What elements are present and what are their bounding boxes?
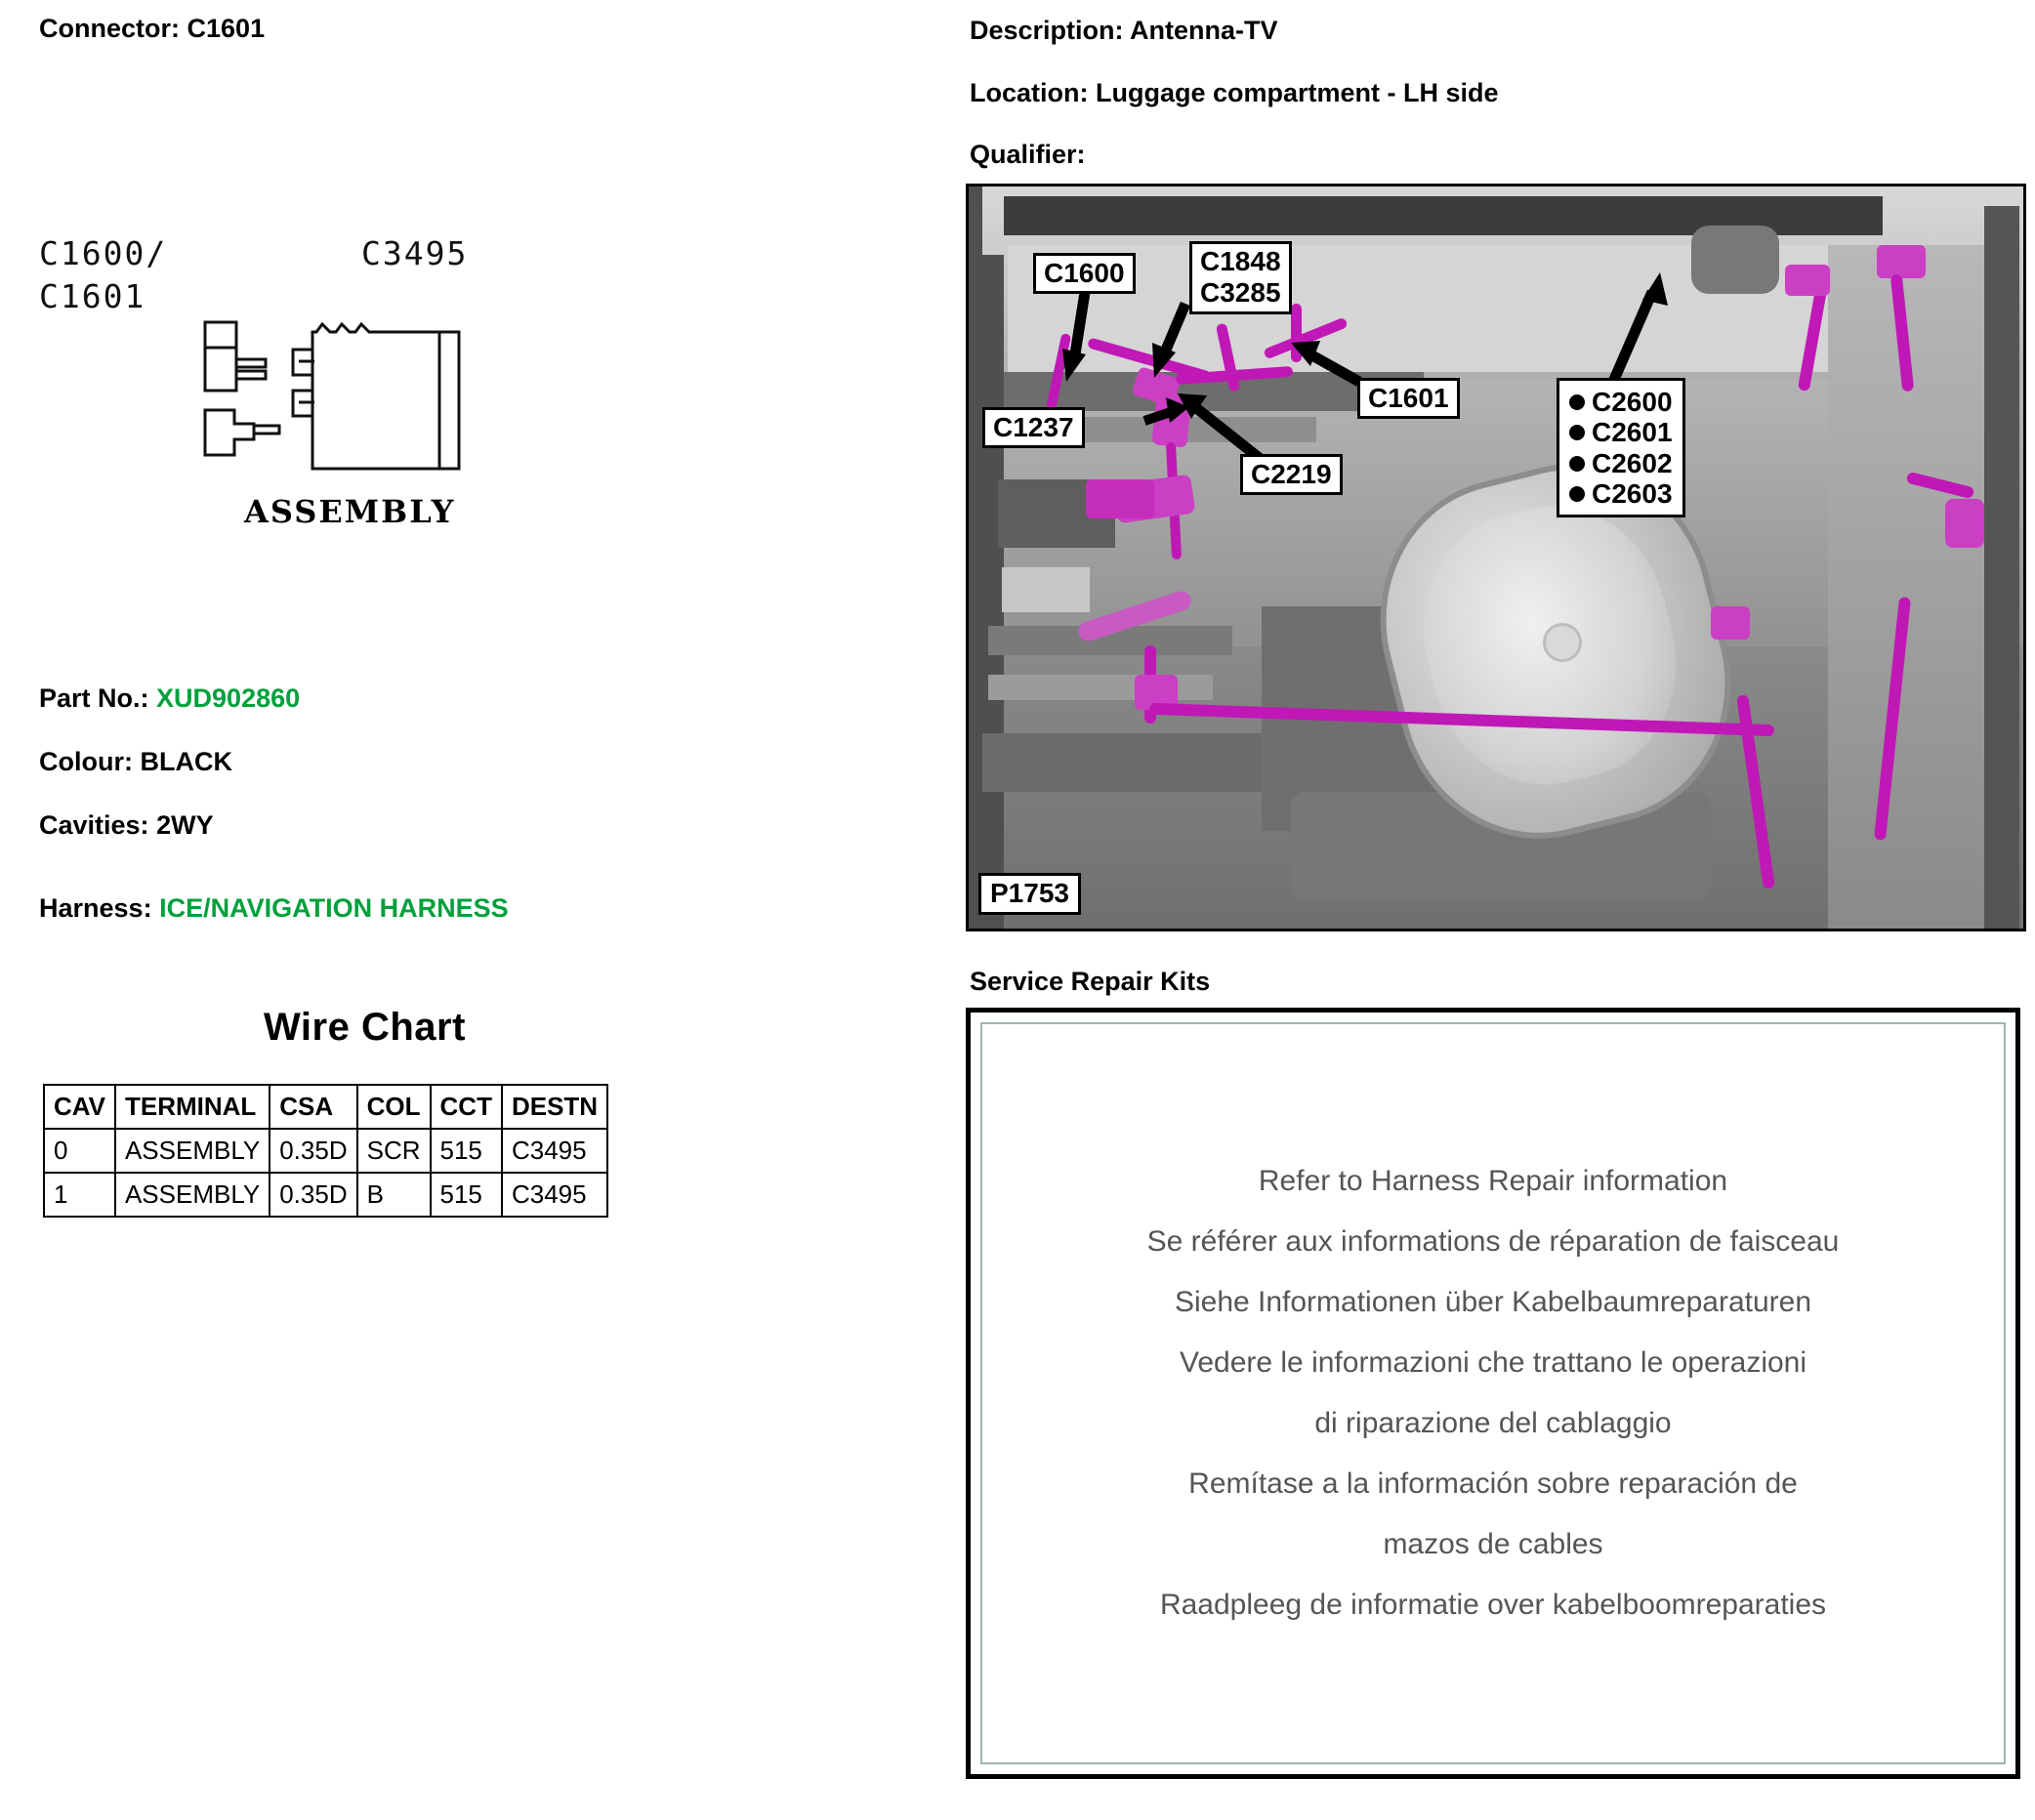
callout-c2601-label: C2601	[1592, 417, 1673, 448]
harness-label: Harness:	[39, 893, 152, 923]
column-header-destn: DESTN	[502, 1085, 607, 1129]
callout-c2603-label: C2603	[1592, 478, 1673, 510]
bullet-dot-icon	[1569, 425, 1585, 440]
harness-value: ICE/NAVIGATION HARNESS	[159, 893, 509, 923]
bullet-dot-icon	[1569, 394, 1585, 410]
callout-c1848-c3285	[1189, 241, 1292, 314]
service-repair-kits-inner	[980, 1022, 2006, 1764]
cavities-value: 2WY	[156, 810, 214, 840]
srk-line-es-2: mazos de cables	[1383, 1528, 1603, 1560]
part-number-value: XUD902860	[156, 683, 301, 713]
left-column	[0, 0, 937, 1820]
service-repair-kits-title: Service Repair Kits	[970, 967, 1211, 996]
callout-c1237: C1237	[982, 407, 1085, 448]
location-value: Luggage compartment - LH side	[1096, 78, 1499, 107]
cavities-label: Cavities:	[39, 810, 149, 840]
column-header-col: COL	[357, 1085, 431, 1129]
drawing-label-c3495: C3495	[361, 234, 469, 272]
cell-terminal: ASSEMBLY	[115, 1173, 270, 1217]
callout-arrows	[969, 186, 2023, 929]
colour-row	[39, 747, 232, 777]
cell-destn: C3495	[502, 1129, 607, 1173]
srk-line-en: Refer to Harness Repair information	[1258, 1165, 1728, 1197]
table-row	[44, 1173, 607, 1217]
connector-value: C1601	[187, 14, 266, 43]
wire-chart-title: Wire Chart	[264, 1006, 466, 1049]
cell-cav: 0	[44, 1129, 115, 1173]
callout-c2603	[1569, 478, 1673, 509]
cell-cct: 515	[431, 1173, 502, 1217]
cell-destn: C3495	[502, 1173, 607, 1217]
srk-line-it-1: Vedere le informazioni che trattano le operazioni	[1179, 1346, 1807, 1379]
cell-col: B	[357, 1173, 431, 1217]
connector-heading	[39, 14, 265, 44]
callout-c1601: C1601	[1357, 378, 1460, 419]
location-row	[970, 78, 1499, 108]
cell-cct: 515	[431, 1129, 502, 1173]
drawing-assembly-label: ASSEMBLY	[244, 493, 456, 530]
cavities-row	[39, 810, 214, 841]
column-header-terminal: TERMINAL	[115, 1085, 270, 1129]
column-header-csa: CSA	[270, 1085, 356, 1129]
description-row	[970, 16, 1278, 46]
callout-c3285-line: C3285	[1200, 277, 1281, 309]
description-label: Description:	[970, 16, 1124, 45]
location-label: Location:	[970, 78, 1089, 107]
column-header-cav: CAV	[44, 1085, 115, 1129]
srk-line-nl: Raadpleeg de informatie over kabelboomreparaties	[1159, 1589, 1827, 1621]
qualifier-label: Qualifier:	[970, 140, 1086, 169]
column-header-cct: CCT	[431, 1085, 502, 1129]
callout-c2219: C2219	[1240, 454, 1343, 495]
callout-c1600: C1600	[1033, 253, 1136, 294]
table-row	[44, 1129, 607, 1173]
qualifier-row	[970, 140, 1086, 170]
part-number-row	[39, 683, 300, 714]
srk-line-it-2: di riparazione del cablaggio	[1314, 1407, 1672, 1439]
callout-c2600-label: C2600	[1592, 387, 1673, 417]
srk-line-es-1: Remítase a la información sobre reparación de	[1188, 1468, 1798, 1500]
srk-line-fr: Se référer aux informations de réparation de faisceau	[1146, 1225, 1840, 1258]
bullet-dot-icon	[1569, 486, 1585, 502]
callout-c2601	[1569, 417, 1673, 447]
cell-col: SCR	[357, 1129, 431, 1173]
connector-location-illustration	[966, 184, 2026, 931]
harness-row	[39, 893, 509, 924]
connector-schematic-drawing	[29, 234, 576, 576]
cell-terminal: ASSEMBLY	[115, 1129, 270, 1173]
callout-c2600-c2603-group	[1557, 378, 1685, 517]
bullet-dot-icon	[1569, 456, 1585, 472]
cell-csa: 0.35D	[270, 1129, 356, 1173]
drawing-label-c1600: C1600/	[39, 234, 168, 272]
description-value: Antenna-TV	[1130, 16, 1278, 45]
service-repair-kits-box	[966, 1008, 2020, 1779]
colour-label: Colour:	[39, 747, 133, 776]
callout-c2600	[1569, 387, 1673, 417]
wire-chart-table	[43, 1084, 608, 1218]
connector-label: Connector:	[39, 14, 180, 43]
cell-csa: 0.35D	[270, 1173, 356, 1217]
callout-c2602	[1569, 448, 1673, 478]
colour-value: BLACK	[140, 747, 232, 776]
cell-cav: 1	[44, 1173, 115, 1217]
callout-c2602-label: C2602	[1592, 447, 1673, 478]
illustration-code-label: P1753	[978, 873, 1081, 915]
callout-c1848-line: C1848	[1200, 246, 1281, 276]
right-column	[962, 0, 2035, 1820]
srk-line-de: Siehe Informationen über Kabelbaumreparaturen	[1174, 1286, 1812, 1318]
drawing-label-c1601: C1601	[39, 277, 146, 315]
part-number-label: Part No.:	[39, 683, 149, 713]
table-header-row	[44, 1085, 607, 1129]
